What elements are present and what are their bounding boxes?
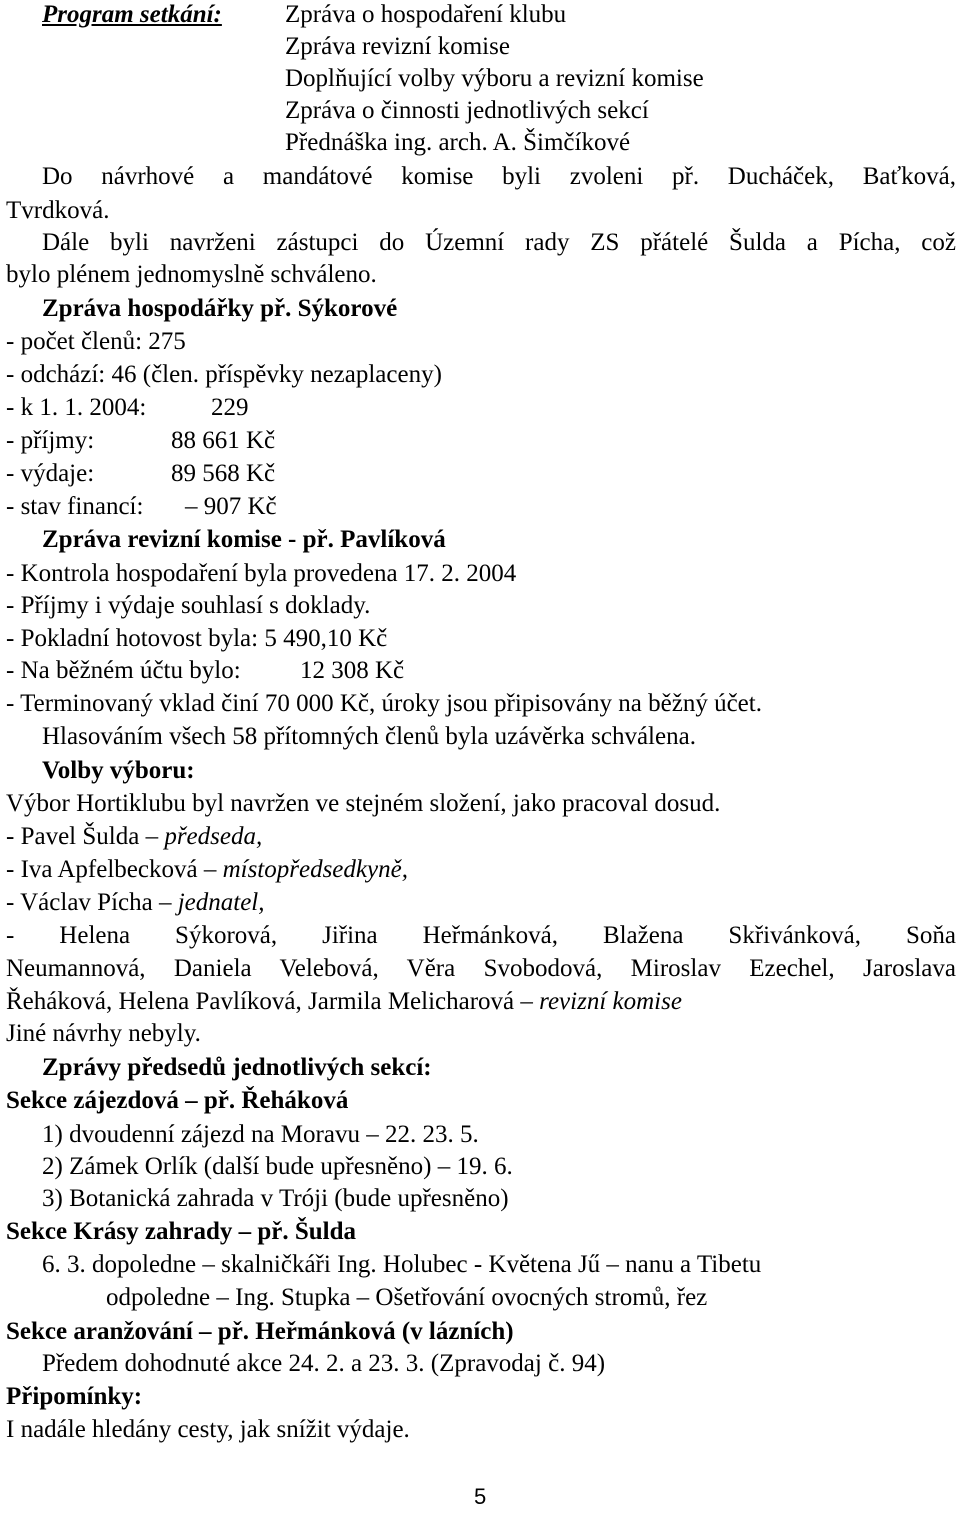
program-item: Zpráva o hospodaření klubu: [285, 1, 567, 28]
notes-heading: Připomínky:: [6, 1383, 143, 1410]
trip-item: 3) Botanická zahrada v Tróji (bude upřesněno): [42, 1185, 509, 1212]
election-intro: Výbor Hortiklubu byl navržen ve stejném složení, jako pracoval dosud.: [6, 790, 721, 817]
trip-item: 1) dvoudenní zájezd na Moravu – 22. 23. 5.: [42, 1121, 479, 1148]
arrangement-heading: Sekce aranžování – př. Heřmánková (v lázních): [6, 1318, 514, 1345]
program-label: Program setkání:: [42, 1, 222, 28]
election-none: Jiné návrhy nebyly.: [6, 1020, 201, 1047]
arrangement-line: Předem dohodnuté akce 24. 2. a 23. 3. (Zpravodaj č. 94): [42, 1350, 606, 1377]
garden-line: odpoledne – Ing. Stupka – Ošetřování ovocných stromů, řez: [106, 1284, 708, 1311]
garden-line: 6. 3. dopoledne – skalničkáři Ing. Holubec - Květena Jű – nanu a Tibetu: [42, 1251, 762, 1278]
election-audit-line: Neumannová, Daniela Velebová, Věra Svobodová, Miroslav Ezechel, Jaroslava: [6, 955, 956, 982]
sections-heading: Zprávy předsedů jednotlivých sekcí:: [42, 1054, 432, 1081]
audit-line: - Pokladní hotovost byla: 5 490,10 Kč: [6, 625, 388, 652]
election-member: - Iva Apfelbecková – místopředsedkyně,: [6, 856, 408, 883]
election-member: - Pavel Šulda – předseda,: [6, 823, 263, 850]
election-audit-line: Řeháková, Helena Pavlíková, Jarmila Melicharová – revizní komise: [6, 988, 682, 1015]
program-item: Zpráva revizní komise: [285, 33, 510, 60]
audit-value: 12 308 Kč: [300, 657, 405, 684]
treasurer-line: - odchází: 46 (člen. příspěvky nezaplaceny): [6, 361, 442, 388]
election-audit-line: - Helena Sýkorová, Jiřina Heřmánková, Blažena Skřivánková, Soňa: [6, 922, 956, 949]
treasurer-value: 229: [211, 394, 249, 421]
commission-text: Tvrdková.: [6, 197, 110, 224]
page-number: 5: [474, 1484, 487, 1509]
treasurer-label: - příjmy:: [6, 427, 95, 454]
election-heading: Volby výboru:: [42, 757, 195, 784]
audit-heading: Zpráva revizní komise - př. Pavlíková: [42, 526, 446, 553]
treasurer-value: 89 568 Kč: [171, 460, 276, 487]
audit-label: - Na běžném účtu bylo:: [6, 657, 241, 684]
commission-text: bylo plénem jednomyslně schváleno.: [6, 261, 377, 288]
treasurer-value: – 907 Kč: [185, 493, 277, 520]
audit-line: - Příjmy i výdaje souhlasí s doklady.: [6, 592, 371, 619]
audit-line: Hlasováním všech 58 přítomných členů byla uzávěrka schválena.: [42, 723, 696, 750]
audit-line: - Kontrola hospodaření byla provedena 17. 2. 2004: [6, 560, 517, 587]
commission-text: Dále byli navrženi zástupci do Územní rady ZS přátelé Šulda a Pícha, což: [42, 229, 956, 256]
program-item: Doplňující volby výboru a revizní komise: [285, 65, 704, 92]
program-item: Zpráva o činnosti jednotlivých sekcí: [285, 97, 649, 124]
treasurer-heading: Zpráva hospodářky př. Sýkorové: [42, 295, 398, 322]
notes-text: I nadále hledány cesty, jak snížit výdaje.: [6, 1416, 410, 1443]
trip-item: 2) Zámek Orlík (další bude upřesněno) – 19. 6.: [42, 1153, 513, 1180]
audit-line: - Terminovaný vklad činí 70 000 Kč, úroky jsou připisovány na běžný účet.: [6, 690, 762, 717]
program-item: Přednáška ing. arch. A. Šimčíkové: [285, 129, 631, 156]
treasurer-line: - počet členů: 275: [6, 328, 186, 355]
election-member: - Václav Pícha – jednatel,: [6, 889, 265, 916]
garden-heading: Sekce Krásy zahrady – př. Šulda: [6, 1218, 357, 1245]
trips-heading: Sekce zájezdová – př. Řeháková: [6, 1087, 349, 1114]
treasurer-label: - výdaje:: [6, 460, 95, 487]
treasurer-label: - stav financí:: [6, 493, 144, 520]
treasurer-label: - k 1. 1. 2004:: [6, 394, 147, 421]
treasurer-value: 88 661 Kč: [171, 427, 276, 454]
commission-text: Do návrhové a mandátové komise byli zvoleni př. Ducháček, Baťková,: [42, 163, 956, 190]
